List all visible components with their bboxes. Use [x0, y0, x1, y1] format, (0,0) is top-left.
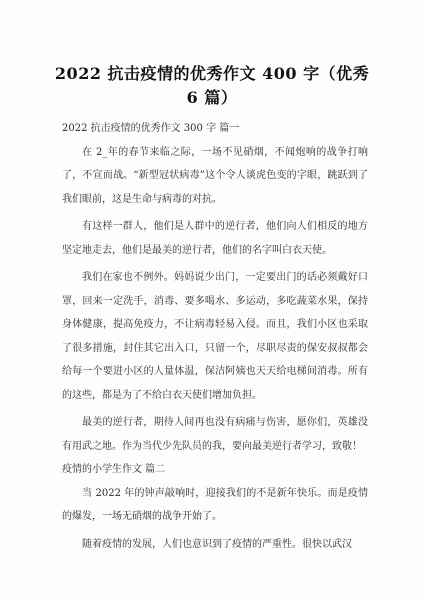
document-body: [62, 117, 368, 556]
paragraph: 随着疫情的发展，人们也意识到了疫情的严重性。很快以武汉: [82, 538, 352, 550]
paragraph: 在 2_年的春节来临之际，一场不见硝烟，不闻炮响的战争打响了，不宣而战。“新型冠状病毒”这个令人谈虎色变的字眼，跳跃到了我们眼前，这是生命与病毒的对抗。: [62, 146, 368, 205]
paragraph: 当 2022 年的钟声敲响时，迎接我们的不是新年快乐。而是疫情的爆发，一场无硝烟的战争开始了。: [62, 487, 368, 522]
section-heading-2: 疫情的小学生作文 篇二: [62, 464, 166, 475]
section-heading-1: 2022 抗击疫情的优秀作文 300 字 篇一: [62, 123, 240, 134]
paragraph: 有这样一群人，他们是人群中的逆行者，他们向人们相反的地方坚定地走去，他们是最美的逆行者，他们的名字叫白衣天使。: [62, 221, 368, 256]
paragraph: 最美的逆行者，期待人间再也没有病痛与伤害，愿你们，英雄没有用武之地。作为当代少先队员的我，要向最美逆行者学习，致敬！: [62, 417, 368, 452]
paragraph: 我们在家也不例外。妈妈说少出门，一定要出门的话必须戴好口罩，回来一定洗手，消毒、要多喝水、多运动，多吃蔬菜水果，保持身体健康，提高免疫力，不让病毒轻易入侵。而且，我们小区也采取了很多措施，封住其它出入口，只留一个，尽职尽责的保安叔叔都会给每一个要进小区的人量体温，保洁阿姨也天天给电梯间消毒。所有的这些，都是为了不给白衣天使们增加负担。: [62, 272, 368, 401]
title-line-2: 6 篇）: [186, 88, 238, 107]
document-title: [40, 62, 384, 110]
title-line-1: 2022 抗击疫情的优秀作文 400 字（优秀: [54, 64, 370, 83]
